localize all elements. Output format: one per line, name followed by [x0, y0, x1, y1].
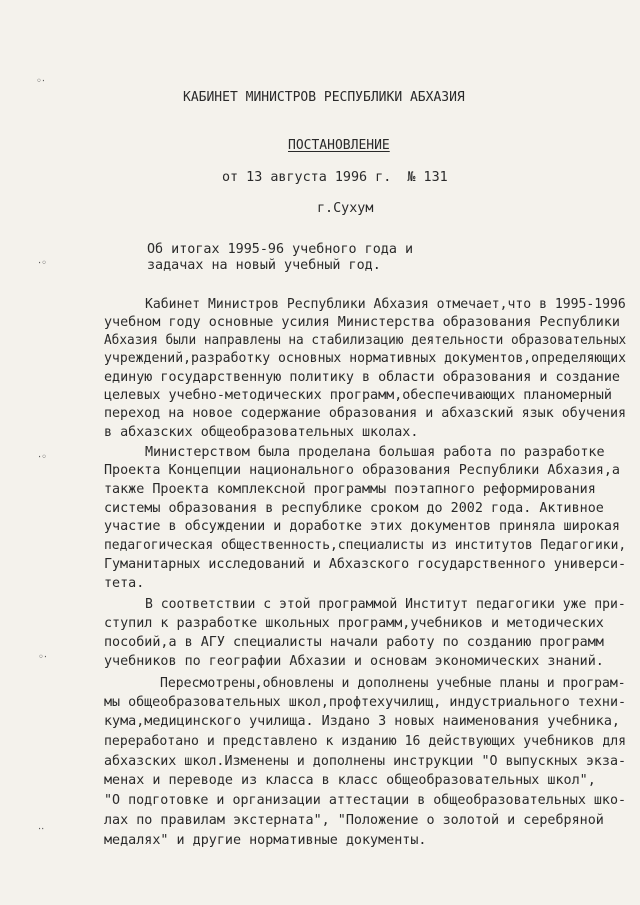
- body-line: менах и переводе из класса в класс общеобразовательных школ",: [104, 773, 596, 788]
- body-line: Министерством была проделана большая работа по разработке: [145, 445, 605, 460]
- binding-hole-mark: ◦⋅: [36, 76, 46, 87]
- body-line: ступил к разработке школьных программ,учебников и методических: [104, 616, 604, 631]
- body-line: целевых учебно-методических программ,обеспечивающих планомерный: [104, 388, 612, 403]
- body-line: Проекта Концепции национального образования Республики Абхазия,а: [104, 463, 620, 478]
- body-line: учебников по географии Абхазии и основам экономических знаний.: [104, 654, 604, 669]
- binding-hole-mark: ◦⋅: [38, 652, 48, 663]
- body-line: учреждений,разработку основных нормативных документов,определяющих: [104, 351, 627, 366]
- body-line: В соответствии с этой программой Институт педагогики уже при-: [145, 597, 626, 612]
- body-line: системы образования в республике сроком до 2002 года. Активное: [104, 501, 604, 516]
- body-line: Кабинет Министров Республики Абхазия отмечает,что в 1995-1996: [145, 297, 626, 312]
- body-line: Абхазия были направлены на стабилизацию деятельности образовательных: [104, 333, 627, 348]
- subject-line: Об итогах 1995-96 учебного года и: [147, 242, 414, 257]
- body-line: медалях" и другие нормативные документы.: [104, 833, 427, 848]
- city-line: г.Сухум: [317, 201, 374, 216]
- body-line: переход на новое содержание образования и абхазский язык обучения: [104, 406, 627, 421]
- binding-hole-mark: ⋅⋅: [38, 824, 45, 835]
- body-line: Гуманитарных исследований и Абхазского государственного универси-: [104, 557, 627, 572]
- document-type-heading: ПОСТАНОВЛЕНИЕ: [288, 138, 390, 153]
- binding-hole-mark: ⋅◦: [38, 258, 48, 269]
- body-line: "О подготовке и организации аттестации в общеобразовательных шко-: [104, 793, 627, 808]
- body-line: учебном году основные усилия Министерства образования Республики: [104, 315, 620, 330]
- body-line: в абхазских общеобразовательных школах.: [104, 425, 419, 440]
- body-line: пособий,а в АГУ специалисты начали работу по созданию программ: [104, 635, 604, 650]
- body-line: переработано и представлено к изданию 16 действующих учебников для: [104, 734, 627, 749]
- binding-hole-mark: ⋅◦: [38, 452, 48, 463]
- body-line: кума,медицинского училища. Издано 3 новых наименования учебника,: [104, 714, 620, 729]
- body-line: Пересмотрены,обновлены и дополнены учебные планы и програм-: [160, 676, 626, 691]
- body-line: также Проекта комплексной программы поэтапного реформирования: [104, 482, 596, 497]
- body-line: абхазских школ.Изменены и дополнены инструкции "О выпускных экза-: [104, 754, 627, 769]
- body-line: лах по правилам экстерната", "Положение о золотой и серебряной: [104, 813, 604, 828]
- org-heading: КАБИНЕТ МИНИСТРОВ РЕСПУБЛИКИ АБХАЗИЯ: [183, 90, 465, 105]
- date-and-number: от 13 августа 1996 г. № 131: [222, 170, 448, 185]
- body-line: тета.: [104, 576, 145, 591]
- body-line: участие в обсуждении и доработке этих документов приняла широкая: [104, 519, 620, 534]
- body-line: педагогическая общественность,специалисты из институтов Педагогики,: [104, 538, 627, 553]
- body-line: мы общеобразовательных школ,профтехучилищ, индустриального техни-: [104, 695, 627, 710]
- body-line: единую государственную политику в области образования и создание: [104, 370, 620, 385]
- subject-line: задачах на новый учебный год.: [147, 258, 381, 273]
